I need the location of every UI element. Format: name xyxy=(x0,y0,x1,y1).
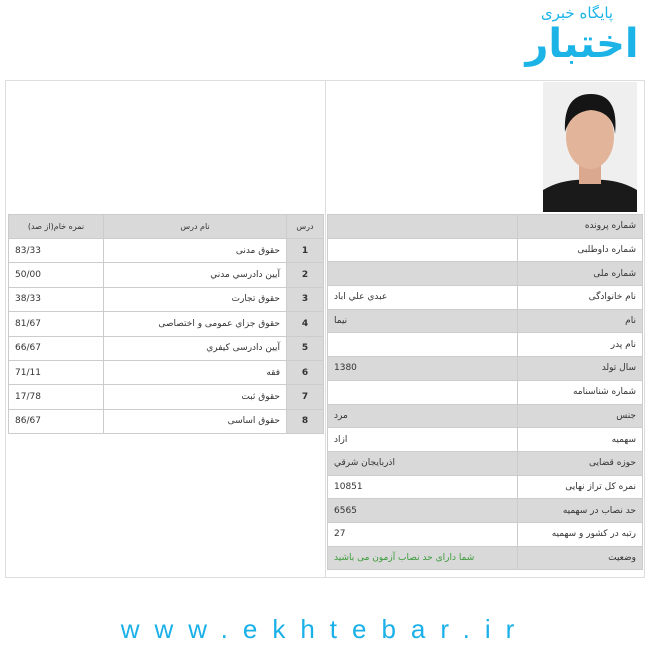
info-value xyxy=(328,333,518,357)
header-raw-score: نمره خام(از صد) xyxy=(9,215,104,239)
info-label: رتبه در کشور و سهمیه xyxy=(518,522,643,546)
info-row xyxy=(328,404,643,428)
course-number: 6 xyxy=(287,360,324,384)
info-row xyxy=(328,262,643,286)
course-number: 4 xyxy=(287,312,324,336)
info-row xyxy=(328,451,643,475)
info-value: 1380 xyxy=(328,357,518,381)
status-text: شما دارای حد نصاب آزمون می باشید xyxy=(328,546,518,570)
info-label: شماره شناسنامه xyxy=(518,380,643,404)
info-label: نمره کل تراز نهایی xyxy=(518,475,643,499)
grade-row xyxy=(9,336,324,360)
info-value: 6565 xyxy=(328,499,518,523)
info-value: ازاد xyxy=(328,428,518,452)
course-number: 2 xyxy=(287,263,324,287)
info-label: شماره ملی xyxy=(518,262,643,286)
candidate-info-table xyxy=(327,214,643,570)
grade-row xyxy=(9,239,324,263)
logo xyxy=(522,4,642,80)
info-row xyxy=(328,215,643,239)
course-name: آيين دادرسی کيفري xyxy=(104,336,287,360)
course-name: حقوق تجارت xyxy=(104,287,287,311)
info-row xyxy=(328,309,643,333)
course-score: 83/33 xyxy=(9,239,104,263)
candidate-photo xyxy=(543,82,637,212)
logo-subtitle: پایگاه خبری xyxy=(540,4,614,22)
info-row xyxy=(328,357,643,381)
logo-title: اختبار xyxy=(525,21,639,67)
info-label: سال تولد xyxy=(518,357,643,381)
info-row xyxy=(328,238,643,262)
info-row xyxy=(328,333,643,357)
info-value: نیما xyxy=(328,309,518,333)
grade-row xyxy=(9,312,324,336)
info-row xyxy=(328,499,643,523)
info-row xyxy=(328,380,643,404)
course-score: 86/67 xyxy=(9,409,104,433)
course-name: آيين دادرسي مدني xyxy=(104,263,287,287)
divider xyxy=(325,80,326,578)
info-label: شماره پرونده xyxy=(518,215,643,239)
info-value xyxy=(328,262,518,286)
info-label: وضعیت xyxy=(518,546,643,570)
course-score: 50/00 xyxy=(9,263,104,287)
info-row xyxy=(328,522,643,546)
course-score: 81/67 xyxy=(9,312,104,336)
info-value xyxy=(328,215,518,239)
course-score: 71/11 xyxy=(9,360,104,384)
info-row xyxy=(328,475,643,499)
info-value xyxy=(328,238,518,262)
grade-row xyxy=(9,263,324,287)
header-course-name: نام درس xyxy=(104,215,287,239)
info-value xyxy=(328,380,518,404)
course-name: حقوق جزاي عمومی و اختصاصی xyxy=(104,312,287,336)
info-label: حوزه قضایی xyxy=(518,451,643,475)
info-value: عبدي علي اباد xyxy=(328,286,518,310)
info-row xyxy=(328,546,643,570)
course-name: فقه xyxy=(104,360,287,384)
info-label: حد نصاب در سهمیه xyxy=(518,499,643,523)
info-value: مرد xyxy=(328,404,518,428)
course-name: حقوق اساسی xyxy=(104,409,287,433)
info-label: نام xyxy=(518,309,643,333)
course-number: 8 xyxy=(287,409,324,433)
info-label: نام پدر xyxy=(518,333,643,357)
course-number: 5 xyxy=(287,336,324,360)
grades-table xyxy=(8,214,324,434)
info-value: 27 xyxy=(328,522,518,546)
header-number: درس xyxy=(287,215,324,239)
info-value: 10851 xyxy=(328,475,518,499)
course-number: 7 xyxy=(287,385,324,409)
grade-row xyxy=(9,287,324,311)
info-row xyxy=(328,428,643,452)
course-number: 3 xyxy=(287,287,324,311)
website-url: www.ekhtebar.ir xyxy=(120,614,530,644)
info-label: سهمیه xyxy=(518,428,643,452)
info-label: شماره داوطلبی xyxy=(518,238,643,262)
info-row xyxy=(328,286,643,310)
course-name: حقوق مدنی xyxy=(104,239,287,263)
info-value: اذربايجان شرقي xyxy=(328,451,518,475)
course-score: 38/33 xyxy=(9,287,104,311)
grade-row xyxy=(9,409,324,433)
grades-header-row xyxy=(9,215,324,239)
info-label: جنس xyxy=(518,404,643,428)
course-score: 17/78 xyxy=(9,385,104,409)
info-label: نام خانوادگی xyxy=(518,286,643,310)
course-score: 66/67 xyxy=(9,336,104,360)
grade-row xyxy=(9,385,324,409)
grade-row xyxy=(9,360,324,384)
course-name: حقوق ثبت xyxy=(104,385,287,409)
course-number: 1 xyxy=(287,239,324,263)
